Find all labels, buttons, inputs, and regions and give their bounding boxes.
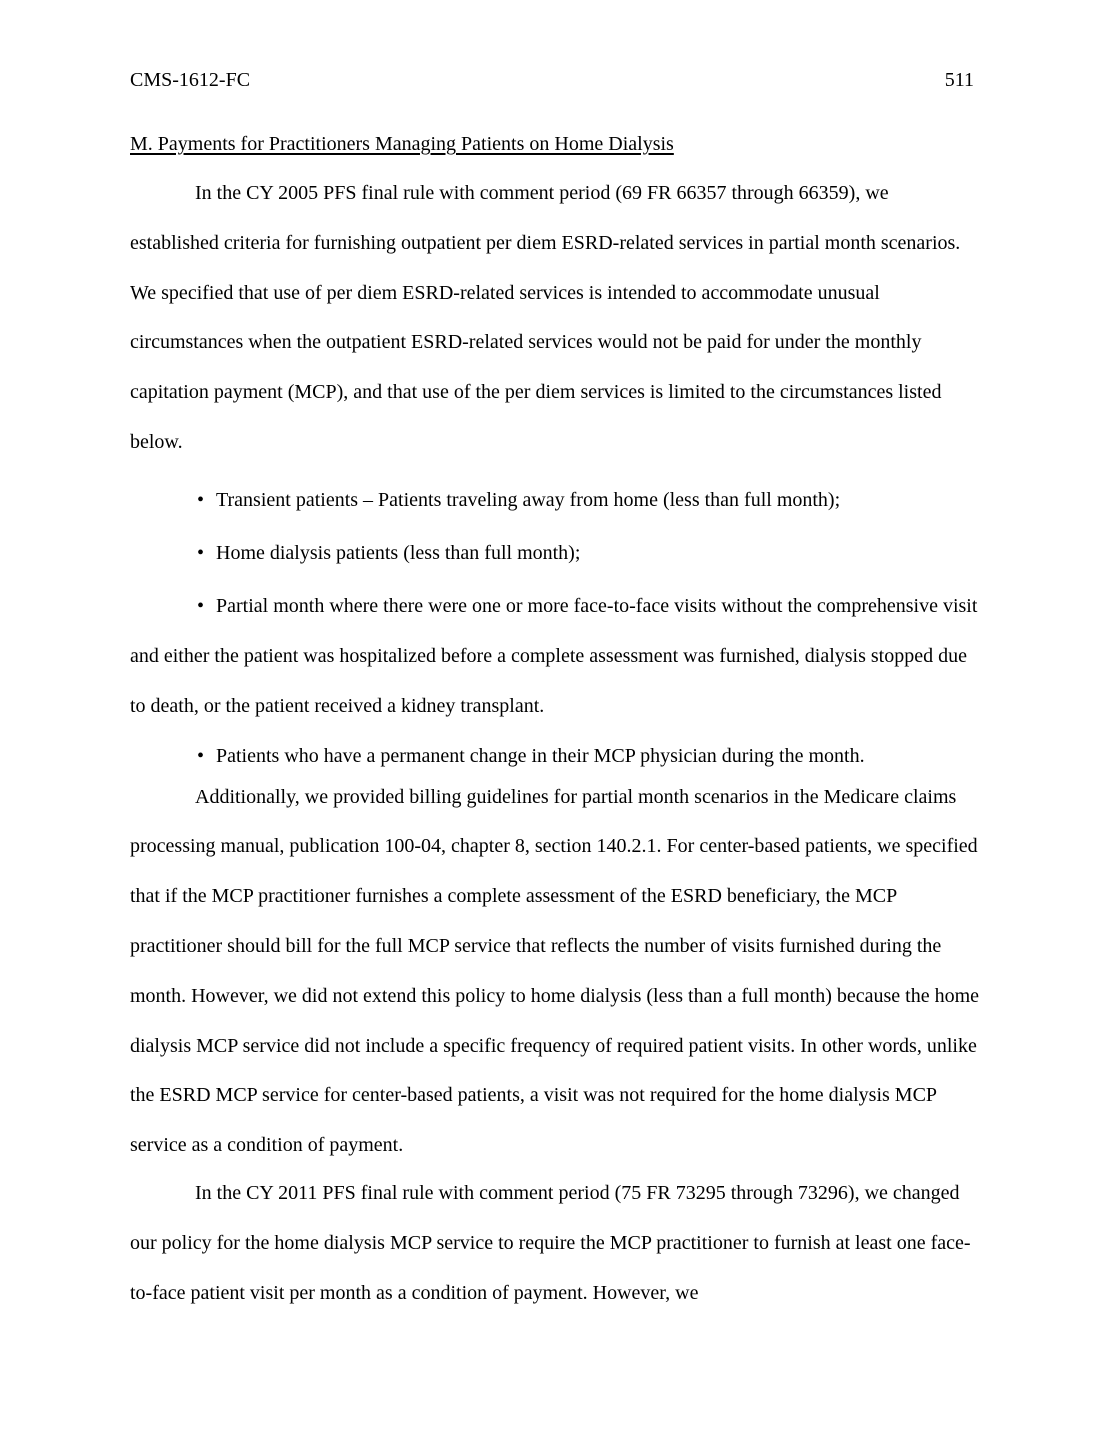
list-item	[130, 476, 980, 526]
circumstances-list	[130, 476, 980, 782]
list-item	[130, 582, 980, 731]
list-item-text: Transient patients – Patients traveling away from home (less than full month);	[216, 488, 841, 511]
list-item-text: Patients who have a permanent change in their MCP physician during the month.	[216, 744, 865, 767]
policy-change-paragraph: In the CY 2011 PFS final rule with comment period (75 FR 73295 through 73296), we changed our policy for the home dialysis MCP service to require the MCP practitioner to furnish at least one face-to-face patient visit per month as a condition of payment. However, we	[130, 1181, 971, 1304]
list-item-text: Home dialysis patients (less than full month);	[216, 542, 581, 565]
bullet-icon: •	[197, 595, 205, 618]
list-item	[130, 732, 980, 782]
bullet-icon: •	[197, 488, 205, 511]
list-item-text: Partial month where there were one or more face-to-face visits without the comprehensive visit and either the patient was hospitalized before a complete assessment was furnished, dialysis stopped due to death, or the patient received a kidney transplant.	[130, 595, 978, 717]
page-number: 511	[944, 69, 974, 91]
section-heading: M. Payments for Practitioners Managing Patients on Home Dialysis	[130, 133, 674, 155]
document-body	[130, 130, 980, 1318]
document-id: CMS-1612-FC	[130, 69, 251, 91]
intro-paragraph: In the CY 2005 PFS final rule with comment period (69 FR 66357 through 66359), we established criteria for furnishing outpatient per diem ESRD-related services in partial month scenarios. We specified that use of per diem ESRD-related services is intended to accommodate unusual circumstances when the outpatient ESRD-related services would not be paid for under the monthly capitation payment (MCP), and that use of the per diem services is limited to the circumstances listed below.	[130, 182, 961, 453]
bullet-icon: •	[197, 744, 205, 767]
bullet-icon: •	[197, 542, 205, 565]
billing-guidelines-paragraph: Additionally, we provided billing guidelines for partial month scenarios in the Medicare claims processing manual, publication 100-04, chapter 8, section 140.2.1. For center-based patients, we specified that if the MCP practitioner furnishes a complete assessment of the ESRD beneficiary, the MCP practitioner should bill for the full MCP service that reflects the number of visits furnished during the month. However, we did not extend this policy to home dialysis (less than a full month) because the home dialysis MCP service did not include a specific frequency of required patient visits. In other words, unlike the ESRD MCP service for center-based patients, a visit was not required for the home dialysis MCP service as a condition of payment.	[130, 785, 980, 1157]
list-item	[130, 529, 980, 579]
